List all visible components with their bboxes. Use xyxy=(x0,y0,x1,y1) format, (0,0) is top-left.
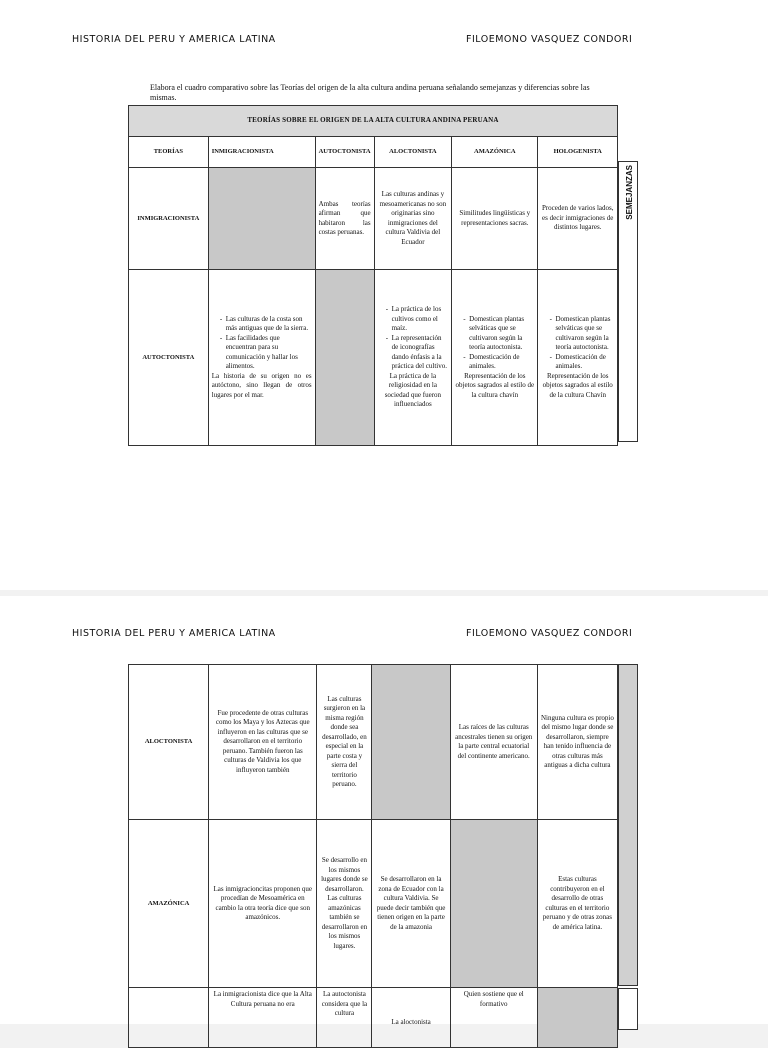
row-label-aloctonista: ALOCTONISTA xyxy=(129,665,209,820)
cell-text: Fue procedente de otras culturas como los Maya y los Aztecas que influyeron en las culturas que se desarrollaron en el territorio peruano. También fueron las culturas de Valdivia los que influyeron también xyxy=(209,665,317,820)
table-row xyxy=(129,665,618,820)
empty-grey-cell xyxy=(208,168,315,270)
empty-grey-cell xyxy=(450,820,537,988)
cell-note: La historia de su origen no es autóctono, sino llegan de otros lugares por el mar. xyxy=(211,371,312,399)
table-row xyxy=(129,988,618,1048)
empty-grey-cell xyxy=(537,988,617,1048)
list-item: - Domesticación de animales. xyxy=(555,353,614,372)
page-header xyxy=(72,628,633,639)
cell-text: Las raíces de las culturas ancestrales tienen su origen la parte central ecuatorial del continente americano. xyxy=(450,665,537,820)
list-item: - Domestican plantas selváticas que se cultivaron según la teoría autoctonista. xyxy=(469,315,534,353)
cell-text: Las culturas andinas y mesoamericanas no son originarias sino inmigraciones del cultura Valdivia del Ecuador xyxy=(374,168,452,270)
row-label-empty xyxy=(129,988,209,1048)
header-course: HISTORIA DEL PERU Y AMERICA LATINA xyxy=(72,628,276,639)
cell-text: Las culturas surgieron en la misma región donde sea desarrollado, en especial en la parte costa y sierra del territorio peruano. xyxy=(317,665,372,820)
cell-text: Similitudes lingüísticas y representaciones sacras. xyxy=(452,168,538,270)
cell-text: La inmigracionista dice que la Alta Cultura peruana no era xyxy=(209,988,317,1048)
semejanzas-label: SEMEJANZAS xyxy=(625,165,634,220)
cell-text: Proceden de varios lados, es decir inmigraciones de distintos lugares. xyxy=(538,168,618,270)
row-label-amazonica: AMAZÓNICA xyxy=(129,820,209,988)
row-label-autoctonista: AUTOCTONISTA xyxy=(129,270,209,446)
list-item: - La representación de iconografías dando énfasis a la práctica del cultivo. xyxy=(392,334,449,372)
col-header-hologenista: HOLOGENISTA xyxy=(538,137,618,168)
cell-text: Las inmigracioncitas proponen que procedían de Mesoamérica en cambio la otra teoría dice que son amazónicos. xyxy=(209,820,317,988)
list-item: - Las culturas de la costa son más antiguas que de la sierra. xyxy=(226,315,312,334)
table-row xyxy=(129,820,618,988)
semejanzas-column xyxy=(618,664,638,986)
list-item: - Domesticación de animales. xyxy=(469,353,534,372)
table-row xyxy=(129,270,618,446)
header-course: HISTORIA DEL PERU Y AMERICA LATINA xyxy=(72,34,276,45)
header-author: FILOEMONO VASQUEZ CONDORI xyxy=(466,628,633,639)
cell-text xyxy=(452,270,538,446)
col-header-inmigracionista: INMIGRACIONISTA xyxy=(208,137,315,168)
cell-text: Ninguna cultura es propio del mismo lugar donde se desarrollaron, siempre han tenido influencia de otras culturas más antiguas a dicha cultura xyxy=(537,665,617,820)
page-header xyxy=(72,34,633,45)
comparison-table xyxy=(128,105,618,446)
col-header-autoctonista: AUTOCTONISTA xyxy=(315,137,374,168)
table-row xyxy=(129,168,618,270)
row-label-inmigracionista: INMIGRACIONISTA xyxy=(129,168,209,270)
col-header-teorias: TEORÍAS xyxy=(129,137,209,168)
empty-grey-cell xyxy=(315,270,374,446)
list-item: - La práctica de los cultivos como el maíz. xyxy=(392,305,449,334)
cell-text: Quien sostiene que el formativo xyxy=(450,988,537,1048)
cell-text xyxy=(538,270,618,446)
cell-text: Se desarrollo en los mismos lugares donde se desarrollaron. Las culturas amazónicas también se desarrollaron en los mismos lugares. xyxy=(317,820,372,988)
cell-note: La práctica de la religiosidad en la sociedad que fueron influenciados xyxy=(384,371,442,409)
col-header-amazonica: AMAZÓNICA xyxy=(452,137,538,168)
comparison-table-continued xyxy=(128,664,618,1048)
list-item: - Domestican plantas selváticas que se cultivaron según la teoría autoctonista. xyxy=(555,315,614,353)
cell-text: Ambas teorías afirman que habitaron las costas peruanas. xyxy=(315,168,374,270)
table-title: TEORÍAS SOBRE EL ORIGEN DE LA ALTA CULTURA ANDINA PERUANA xyxy=(129,106,618,137)
document-page-2 xyxy=(0,596,768,1024)
cell-text: Se desarrollaron en la zona de Ecuador con la cultura Valdivia. Se puede decir también que tienen origen en la parte de la amazonia xyxy=(372,820,450,988)
col-header-aloctonista: ALOCTONISTA xyxy=(374,137,452,168)
cell-text: La autoctonista considera que la cultura xyxy=(317,988,372,1048)
empty-grey-cell xyxy=(372,665,450,820)
list-item: - Las facilidades que encuentran para su comunicación y hallar los alimentos. xyxy=(226,334,312,372)
cell-text xyxy=(208,270,315,446)
cell-text xyxy=(374,270,452,446)
cell-note: Representación de los objetos sagrados al estilo de la cultura chavín xyxy=(455,371,535,399)
cell-text: Estas culturas contribuyeron en el desarrollo de otras culturas en el territorio peruano y de otras zonas de américa latina. xyxy=(537,820,617,988)
instruction-text: Elabora el cuadro comparativo sobre las Teorías del origen de la alta cultura andina peruana señalando semejanzas y diferencias sobre las mismas. xyxy=(150,83,590,102)
cell-text: La aloctonista xyxy=(372,988,450,1048)
cell-note: Representación de los objetos sagrados al estilo de la cultura Chavín xyxy=(542,371,613,399)
header-author: FILOEMONO VASQUEZ CONDORI xyxy=(466,34,633,45)
